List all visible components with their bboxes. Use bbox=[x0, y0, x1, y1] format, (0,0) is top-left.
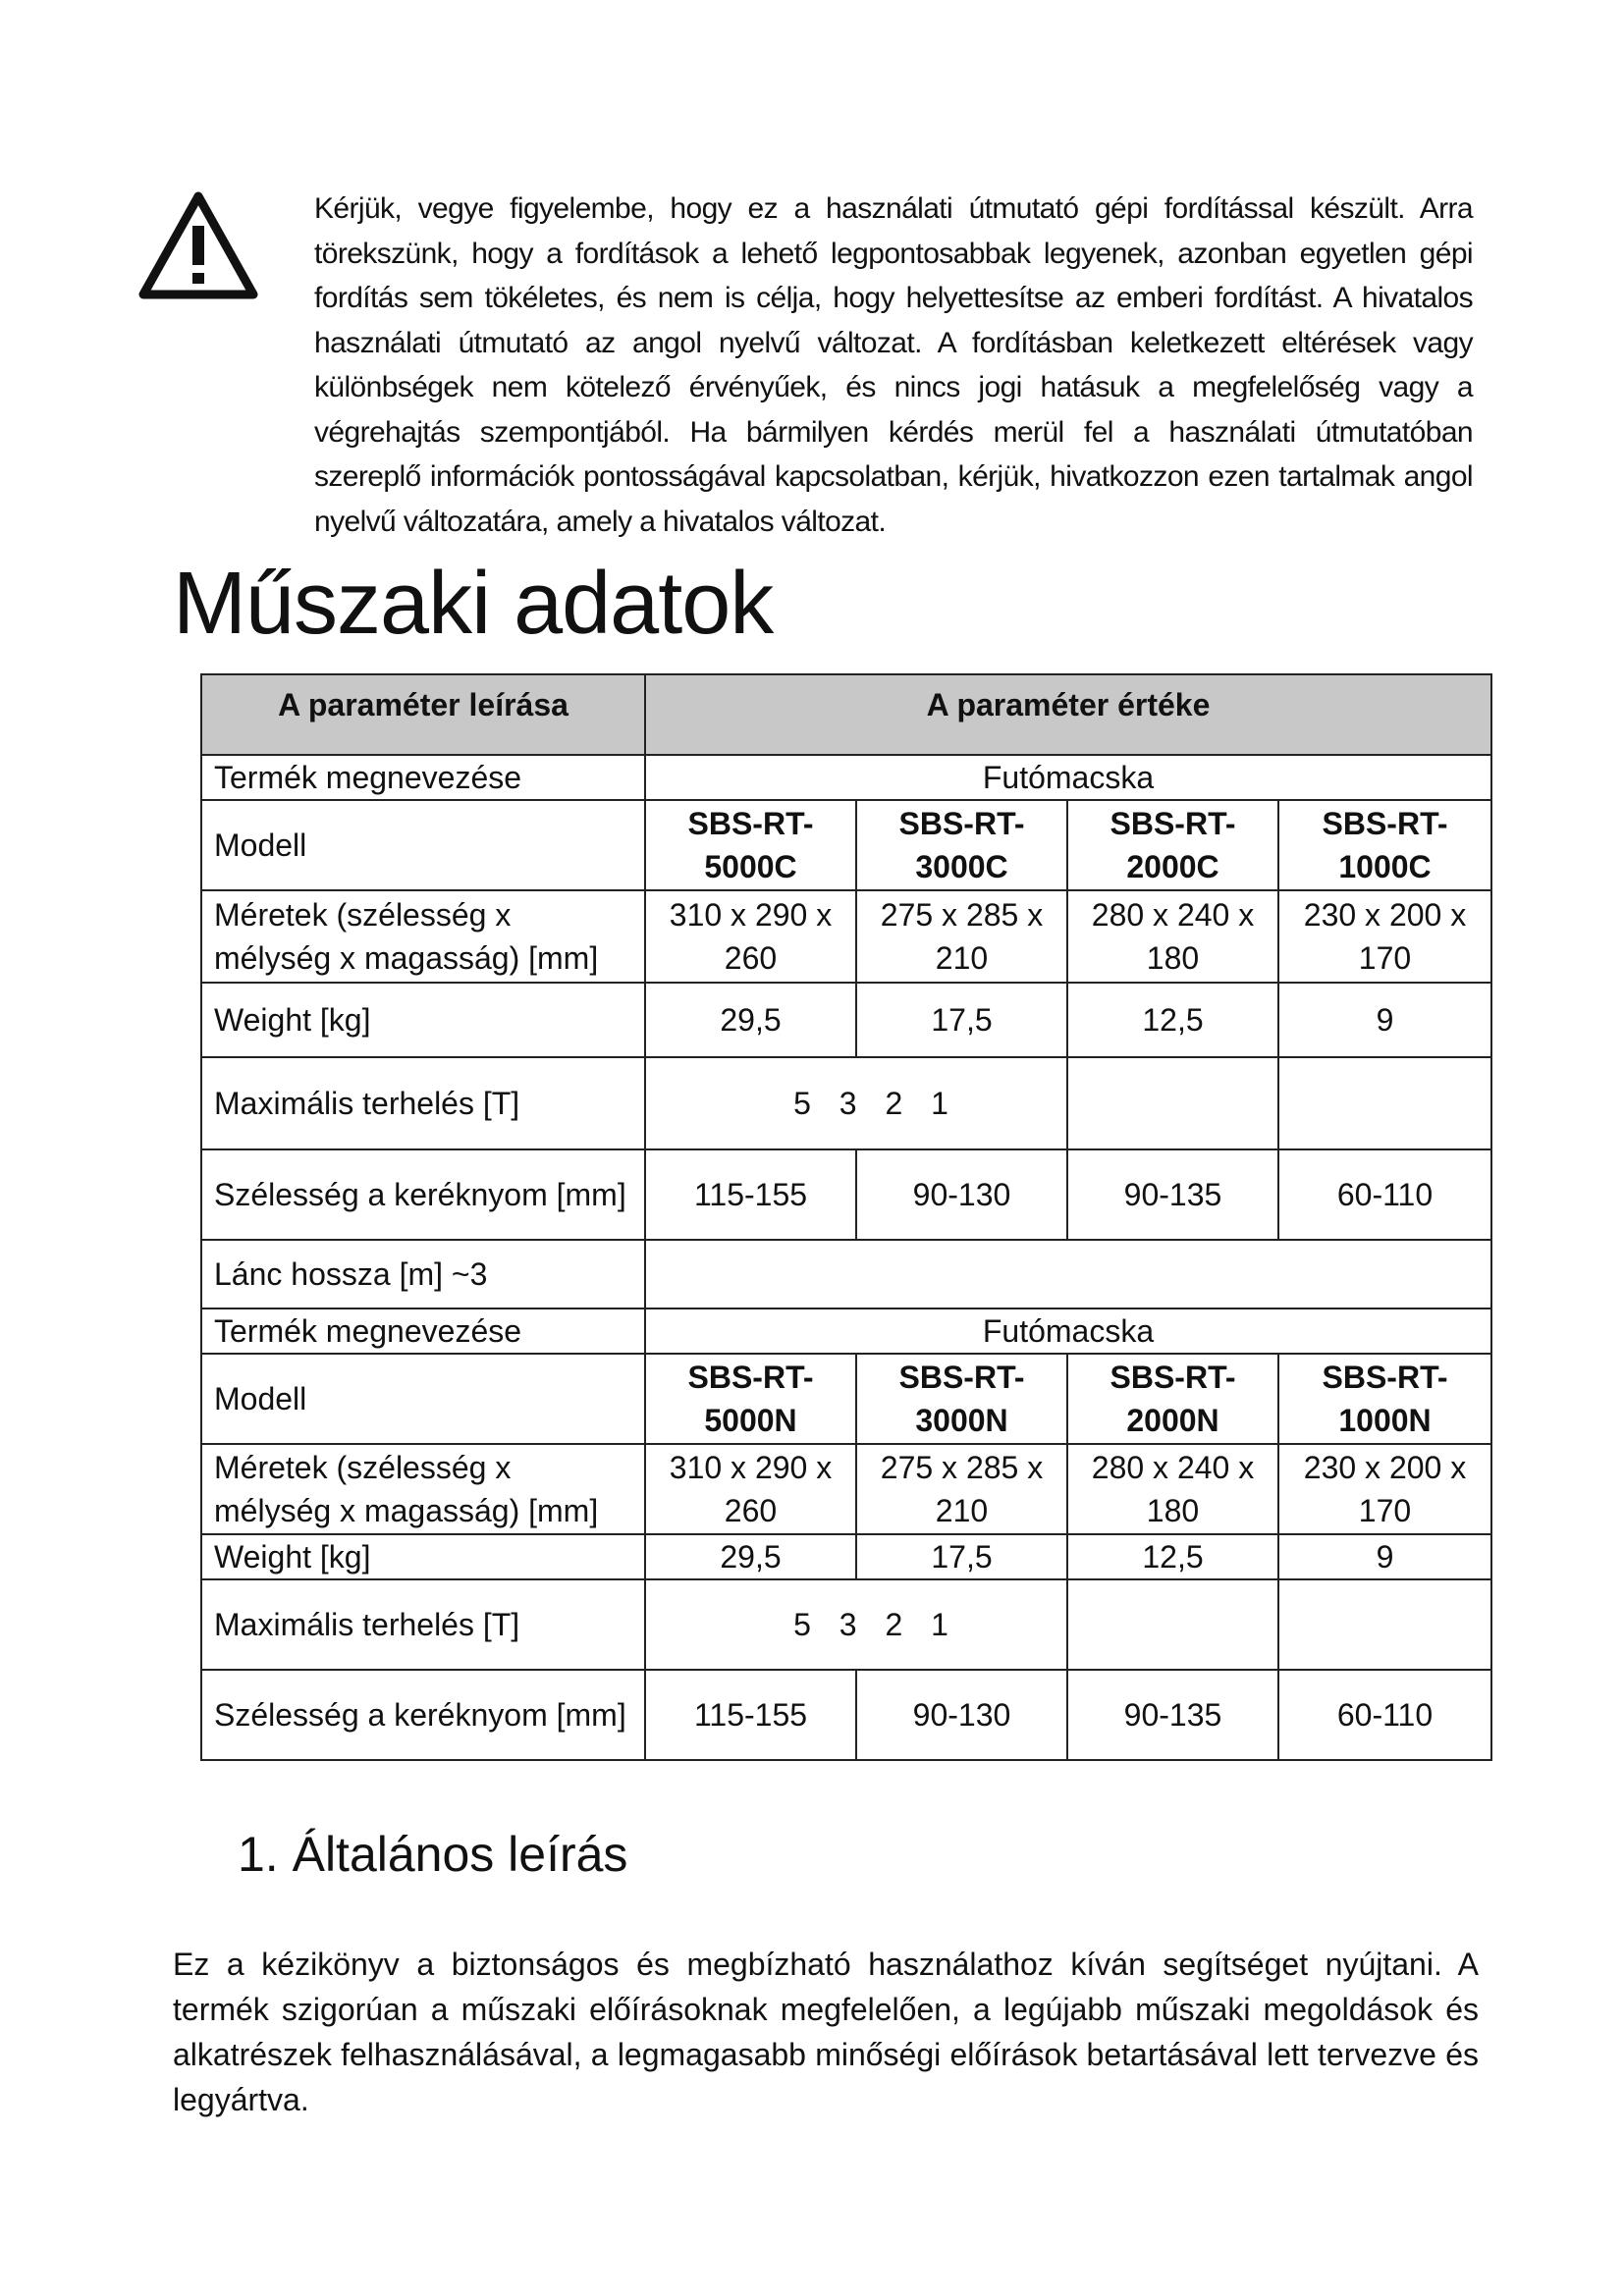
row-label: Méretek (szélesség x mélység x magasság) [mm] bbox=[201, 1444, 645, 1534]
table-cell bbox=[645, 1579, 1067, 1670]
table-cell: 90-135 bbox=[1067, 1670, 1278, 1760]
table-cell bbox=[645, 1057, 1067, 1149]
table-row bbox=[201, 1354, 1491, 1444]
row-label: Modell bbox=[201, 1354, 645, 1444]
table-cell: 310 x 290 x 260 bbox=[645, 890, 856, 983]
row-label: Maximális terhelés [T] bbox=[201, 1057, 645, 1149]
model-cell: SBS-RT-3000N bbox=[856, 1354, 1067, 1444]
row-label: Termék megnevezése bbox=[201, 755, 645, 800]
table-row bbox=[201, 1670, 1491, 1760]
row-label: Termék megnevezése bbox=[201, 1308, 645, 1354]
table-cell bbox=[1067, 1057, 1278, 1149]
row-label: Méretek (szélesség x mélység x magasság) [mm] bbox=[201, 890, 645, 983]
table-cell: 60-110 bbox=[1278, 1149, 1491, 1240]
table-cell: 275 x 285 x 210 bbox=[856, 1444, 1067, 1534]
model-cell: SBS-RT-1000N bbox=[1278, 1354, 1491, 1444]
header-param-value: A paraméter értéke bbox=[645, 674, 1491, 755]
table-row bbox=[201, 800, 1491, 890]
row-label: Weight [kg] bbox=[201, 1534, 645, 1579]
table-cell: 280 x 240 x 180 bbox=[1067, 1444, 1278, 1534]
header-param-desc: A paraméter leírása bbox=[201, 674, 645, 755]
warning-text: Kérjük, vegye figyelembe, hogy ez a használati útmutató gépi fordítással készült. Arra törekszünk, hogy a fordítások a lehető legpontosabbak legyenek, azonban egyetlen gépi fordítás sem tökéletes, és nem is célja, hogy helyettesítse az emberi fordítást. A hivatalos használati útmutató az angol nyelvű változat. A fordításban keletkezett eltérések vagy különbségek nem kötelező érvényűek, és nincs jogi hatásuk a megfelelőség vagy a végrehajtás szempontjából. Ha bármilyen kérdés merül fel a használati útmutatóban szereplő információk pontosságával kapcsolatban, kérjük, hivatkozzon ezen tartalmak angol nyelvű változatára, amely a hivatalos változat. bbox=[314, 192, 1473, 538]
model-cell: SBS-RT-5000N bbox=[645, 1354, 856, 1444]
table-row bbox=[201, 1444, 1491, 1534]
table-cell: 275 x 285 x 210 bbox=[856, 890, 1067, 983]
row-label: Maximális terhelés [T] bbox=[201, 1579, 645, 1670]
table-row bbox=[201, 1149, 1491, 1240]
table-row bbox=[201, 1240, 1491, 1308]
table-row bbox=[201, 1308, 1491, 1354]
table-cell: 280 x 240 x 180 bbox=[1067, 890, 1278, 983]
table-cell: 90-135 bbox=[1067, 1149, 1278, 1240]
table-cell: 90-130 bbox=[856, 1149, 1067, 1240]
warning-triangle-icon bbox=[137, 190, 259, 300]
table-row bbox=[201, 890, 1491, 983]
row-label: Weight [kg] bbox=[201, 983, 645, 1057]
table-cell bbox=[645, 1240, 1491, 1308]
table-cell: 9 bbox=[1278, 1534, 1491, 1579]
table-cell bbox=[1278, 1579, 1491, 1670]
table-cell: 310 x 290 x 260 bbox=[645, 1444, 856, 1534]
table-cell: Futómacska bbox=[645, 1308, 1491, 1354]
row-label: Szélesség a keréknyom [mm] bbox=[201, 1670, 645, 1760]
row-label: Szélesség a keréknyom [mm] bbox=[201, 1149, 645, 1240]
max-load-value: 5 3 2 1 bbox=[793, 1607, 958, 1642]
table-cell: 29,5 bbox=[645, 1534, 856, 1579]
model-cell: SBS-RT-5000C bbox=[645, 800, 856, 890]
table-cell: 17,5 bbox=[856, 983, 1067, 1057]
table-cell bbox=[1067, 1579, 1278, 1670]
table-cell bbox=[1278, 1057, 1491, 1149]
table-cell: Futómacska bbox=[645, 755, 1491, 800]
table-row bbox=[201, 983, 1491, 1057]
table-row bbox=[201, 1057, 1491, 1149]
table-cell: 12,5 bbox=[1067, 1534, 1278, 1579]
table-row bbox=[201, 755, 1491, 800]
model-cell: SBS-RT-2000C bbox=[1067, 800, 1278, 890]
table-cell: 230 x 200 x 170 bbox=[1278, 890, 1491, 983]
table-cell: 29,5 bbox=[645, 983, 856, 1057]
table-cell: 230 x 200 x 170 bbox=[1278, 1444, 1491, 1534]
table-row bbox=[201, 1534, 1491, 1579]
section-title: 1. Általános leírás bbox=[238, 1827, 628, 1882]
table-cell: 90-130 bbox=[856, 1670, 1067, 1760]
table-cell: 115-155 bbox=[645, 1149, 856, 1240]
max-load-value: 5 3 2 1 bbox=[793, 1086, 958, 1121]
table-cell: 9 bbox=[1278, 983, 1491, 1057]
table-cell: 17,5 bbox=[856, 1534, 1067, 1579]
section-paragraph: Ez a kézikönyv a biztonságos és megbízható használathoz kíván segítséget nyújtani. A termék szigorúan a műszaki előírásoknak megfelelően, a legújabb műszaki megoldások és alkatrészek felhasználásával, a legmagasabb minőségi előírások betartásával lett tervezve és legyártva. bbox=[173, 1947, 1479, 2117]
table-row bbox=[201, 1579, 1491, 1670]
page-title: Műszaki adatok bbox=[173, 555, 774, 653]
table-header-row bbox=[201, 674, 1491, 755]
table-cell: 115-155 bbox=[645, 1670, 856, 1760]
table-cell: 60-110 bbox=[1278, 1670, 1491, 1760]
model-cell: SBS-RT-2000N bbox=[1067, 1354, 1278, 1444]
model-cell: SBS-RT-3000C bbox=[856, 800, 1067, 890]
table-cell: 12,5 bbox=[1067, 983, 1278, 1057]
row-label: Lánc hossza [m] ~3 bbox=[201, 1240, 645, 1308]
row-label: Modell bbox=[201, 800, 645, 890]
spec-table bbox=[200, 673, 1492, 1761]
model-cell: SBS-RT-1000C bbox=[1278, 800, 1491, 890]
